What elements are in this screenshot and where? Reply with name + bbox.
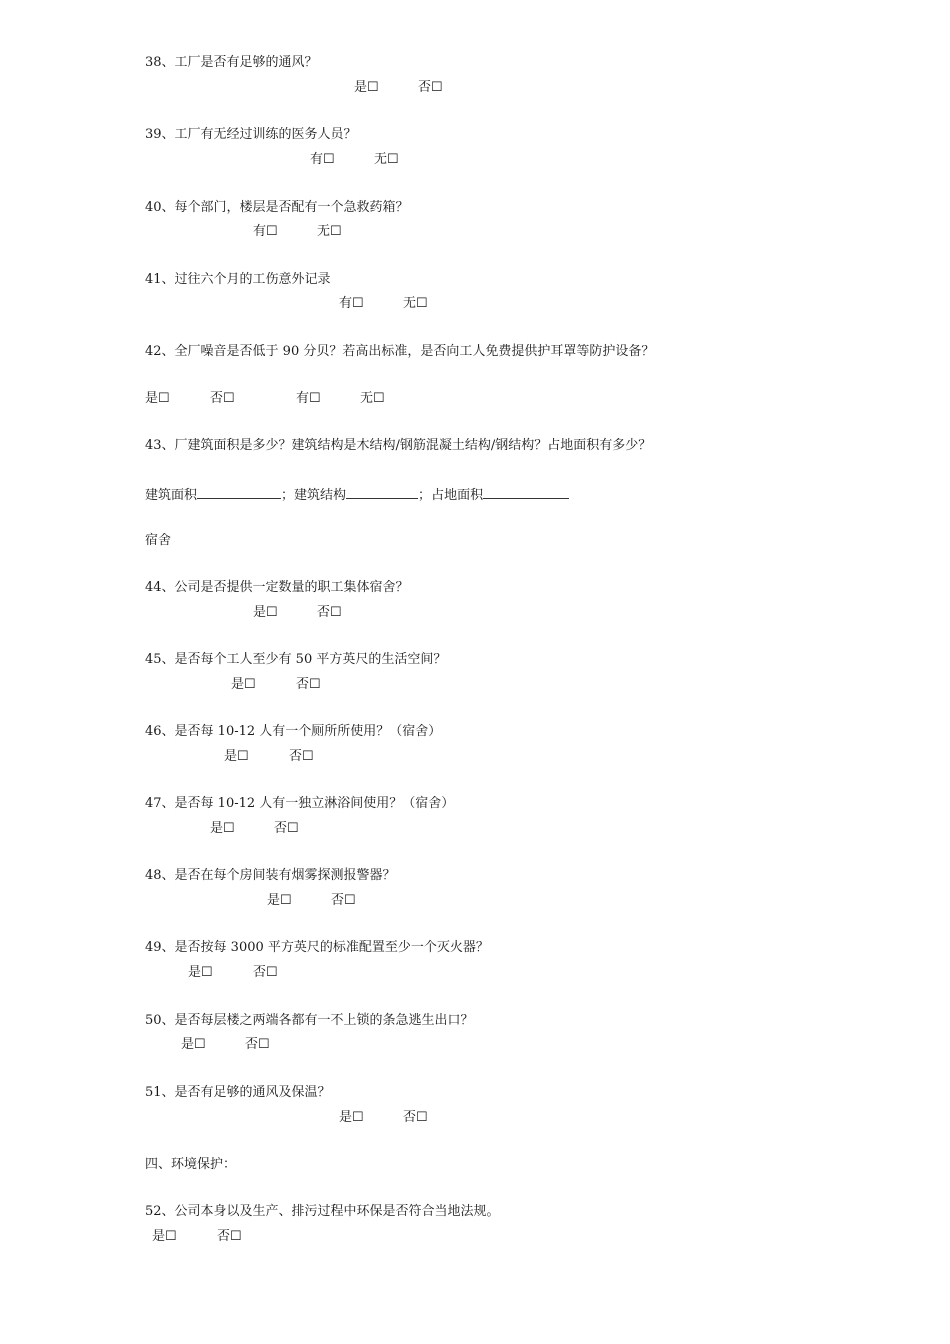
q43-structure-blank[interactable] [346,486,418,499]
q48-yes-checkbox[interactable]: 是☐ [267,893,292,908]
question-40: 40、每个部门，楼层是否配有一个急救药箱？ [145,200,409,215]
q43-separator-1: ； [281,488,295,503]
question-47: 47、是否每 10-12 人有一独立淋浴间使用？（宿舍） [145,796,455,811]
q50-yes-checkbox[interactable]: 是☐ [181,1037,206,1052]
question-51: 51、是否有足够的通风及保温？ [145,1085,331,1100]
q44-no-checkbox[interactable]: 否☐ [317,605,342,620]
q46-yes-checkbox[interactable]: 是☐ [224,749,249,764]
q42-have-checkbox[interactable]: 有☐ [296,391,321,406]
q43-fields-row [145,486,569,504]
q42-yes-checkbox[interactable]: 是☐ [145,391,170,406]
question-43: 43、厂建筑面积是多少？建筑结构是木结构/钢筋混凝土结构/钢结构？占地面积有多少？ [145,438,652,453]
q51-no-checkbox[interactable]: 否☐ [403,1110,428,1125]
q48-no-checkbox[interactable]: 否☐ [331,893,356,908]
q49-no-checkbox[interactable]: 否☐ [253,965,278,980]
question-49: 49、是否按每 3000 平方英尺的标准配置至少一个灭火器？ [145,940,489,955]
q43-building-area-blank[interactable] [197,486,281,499]
q43-land-area-blank[interactable] [483,486,569,499]
question-42: 42、全厂噪音是否低于 90 分贝？若高出标准，是否向工人免费提供护耳罩等防护设备？ [145,344,655,359]
question-38: 38、工厂是否有足够的通风？ [145,55,318,70]
q50-no-checkbox[interactable]: 否☐ [245,1037,270,1052]
q41-none-checkbox[interactable]: 无☐ [403,296,428,311]
q52-yes-checkbox[interactable]: 是☐ [152,1229,177,1244]
q47-no-checkbox[interactable]: 否☐ [274,821,299,836]
q43-land-area-label: 占地面积 [431,488,484,503]
q43-structure-label: 建筑结构 [294,488,347,503]
q51-yes-checkbox[interactable]: 是☐ [339,1110,364,1125]
q40-have-checkbox[interactable]: 有☐ [253,224,278,239]
q43-separator-2: ； [418,488,432,503]
q39-none-checkbox[interactable]: 无☐ [374,152,399,167]
section-environment: 四、环境保护： [145,1157,237,1172]
q42-none-checkbox[interactable]: 无☐ [360,391,385,406]
question-39: 39、工厂有无经过训练的医务人员？ [145,127,357,142]
q44-yes-checkbox[interactable]: 是☐ [253,605,278,620]
q52-no-checkbox[interactable]: 否☐ [217,1229,242,1244]
question-46: 46、是否每 10-12 人有一个厕所所使用？（宿舍） [145,724,442,739]
question-48: 48、是否在每个房间装有烟雾探测报警器？ [145,868,396,883]
q40-none-checkbox[interactable]: 无☐ [317,224,342,239]
q45-yes-checkbox[interactable]: 是☐ [231,677,256,692]
question-44: 44、公司是否提供一定数量的职工集体宿舍？ [145,580,409,595]
q47-yes-checkbox[interactable]: 是☐ [210,821,235,836]
question-45: 45、是否每个工人至少有 50 平方英尺的生活空间？ [145,652,447,667]
q43-building-area-label: 建筑面积 [145,488,198,503]
q39-have-checkbox[interactable]: 有☐ [310,152,335,167]
q49-yes-checkbox[interactable]: 是☐ [188,965,213,980]
question-41: 41、过往六个月的工伤意外记录 [145,272,331,287]
section-dormitory: 宿舍 [145,533,172,548]
q41-have-checkbox[interactable]: 有☐ [339,296,364,311]
q38-no-checkbox[interactable]: 否☐ [418,80,443,95]
q42-no-checkbox[interactable]: 否☐ [210,391,235,406]
question-52: 52、公司本身以及生产、排污过程中环保是否符合当地法规。 [145,1204,500,1219]
q38-yes-checkbox[interactable]: 是☐ [354,80,379,95]
question-50: 50、是否每层楼之两端各都有一不上锁的条急逃生出口？ [145,1013,474,1028]
q46-no-checkbox[interactable]: 否☐ [289,749,314,764]
q45-no-checkbox[interactable]: 否☐ [296,677,321,692]
